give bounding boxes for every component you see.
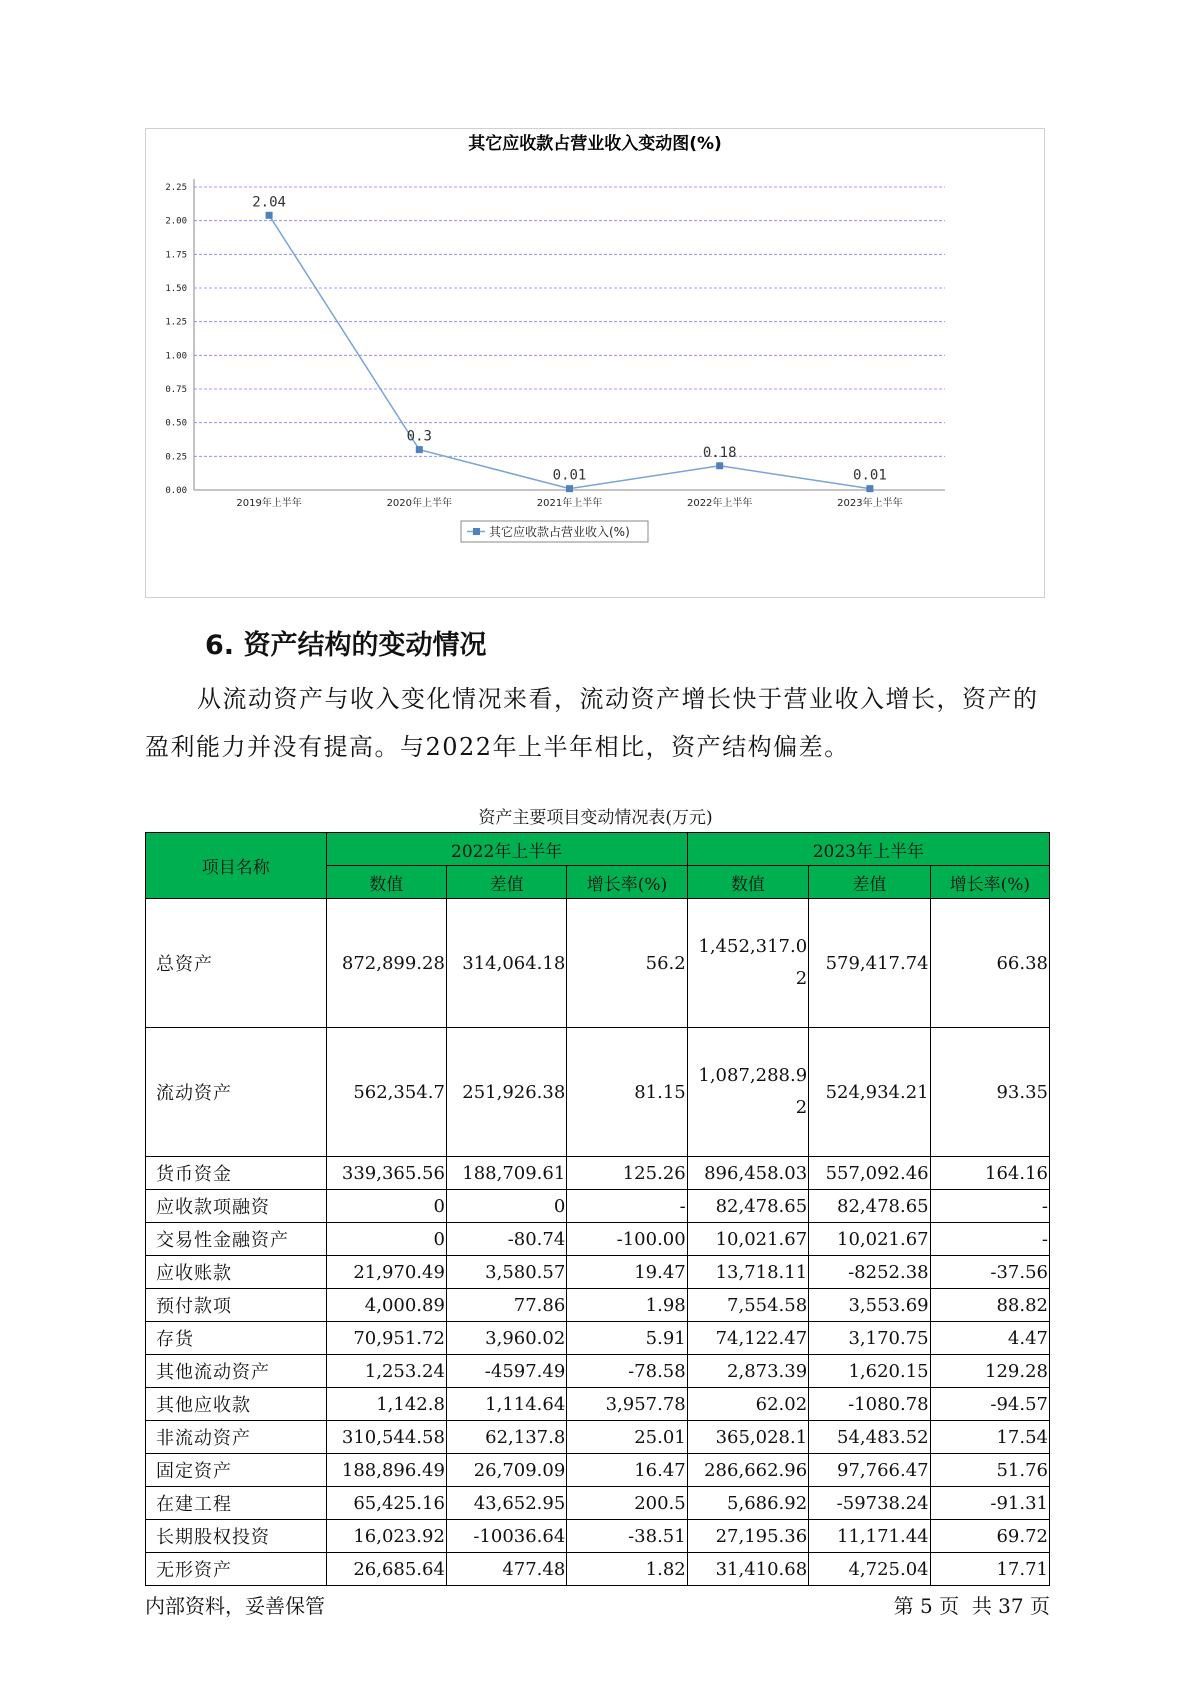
table-cell: 93.35 xyxy=(930,1028,1049,1157)
row-label: 应收账款 xyxy=(146,1256,327,1289)
table-cell: 62,137.8 xyxy=(446,1421,566,1454)
asset-change-table xyxy=(145,832,1050,1586)
x-tick-label: 2021年上半年 xyxy=(536,498,603,509)
table-row xyxy=(146,1190,1050,1223)
table-cell: 17.54 xyxy=(930,1421,1049,1454)
row-label: 存货 xyxy=(146,1322,327,1355)
table-row xyxy=(146,1487,1050,1520)
section-heading: 6. 资产结构的变动情况 xyxy=(205,630,487,661)
table-row xyxy=(146,1520,1050,1553)
row-label: 总资产 xyxy=(146,899,327,1028)
data-label: 0.3 xyxy=(406,428,432,445)
table-cell: 11,171.44 xyxy=(809,1520,930,1553)
data-point-marker xyxy=(716,462,723,469)
table-cell: 16.47 xyxy=(567,1454,687,1487)
table-cell: 17.71 xyxy=(930,1553,1049,1586)
data-point-marker xyxy=(866,485,873,492)
table-cell: 81.15 xyxy=(567,1028,687,1157)
table-cell: 164.16 xyxy=(930,1157,1049,1190)
table-cell: -78.58 xyxy=(567,1355,687,1388)
row-label: 非流动资产 xyxy=(146,1421,327,1454)
table-cell: 286,662.96 xyxy=(687,1454,808,1487)
table-cell: 26,685.64 xyxy=(326,1553,446,1586)
table-cell: -10036.64 xyxy=(446,1520,566,1553)
row-label: 应收款项融资 xyxy=(146,1190,327,1223)
table-row xyxy=(146,1157,1050,1190)
section-paragraph: 从流动资产与收入变化情况来看，流动资产增长快于营业收入增长，资产的盈利能力并没有提高。与2022年上半年相比，资产结构偏差。 xyxy=(145,685,1039,761)
row-label: 货币资金 xyxy=(146,1157,327,1190)
table-row xyxy=(146,899,1050,1028)
data-label: 0.01 xyxy=(552,467,587,484)
table-row xyxy=(146,1553,1050,1586)
table-row xyxy=(146,1256,1050,1289)
header-value: 数值 xyxy=(326,866,446,899)
y-tick-label: 0.75 xyxy=(165,385,187,395)
table-cell: 188,709.61 xyxy=(446,1157,566,1190)
table-cell: 97,766.47 xyxy=(809,1454,930,1487)
table-cell: - xyxy=(930,1223,1049,1256)
table-cell: 562,354.7 xyxy=(326,1028,446,1157)
table-cell: 1.82 xyxy=(567,1553,687,1586)
table-cell: 1.98 xyxy=(567,1289,687,1322)
table-cell: 3,957.78 xyxy=(567,1388,687,1421)
data-label: 2.04 xyxy=(252,194,286,211)
table-cell: 125.26 xyxy=(567,1157,687,1190)
table-cell: 66.38 xyxy=(930,899,1049,1028)
y-tick-label: 0.50 xyxy=(165,418,187,429)
table-cell: 25.01 xyxy=(567,1421,687,1454)
y-tick-label: 2.25 xyxy=(165,183,187,193)
row-label: 预付款项 xyxy=(146,1289,327,1322)
table-cell: 19.47 xyxy=(567,1256,687,1289)
table-cell: 4.47 xyxy=(930,1322,1049,1355)
footer-page-number: 第 5 页 共 37 页 xyxy=(893,1594,1050,1618)
header-period-2022: 2022年上半年 xyxy=(326,833,687,866)
table-cell: 65,425.16 xyxy=(326,1487,446,1520)
table-cell: 5,686.92 xyxy=(687,1487,808,1520)
table-body xyxy=(146,899,1050,1586)
table-cell: 1,087,288.92 xyxy=(687,1028,808,1157)
x-tick-label: 2019年上半年 xyxy=(236,498,302,509)
table-row xyxy=(146,1388,1050,1421)
x-tick-label: 2020年上半年 xyxy=(386,498,453,509)
table-cell: 43,652.95 xyxy=(446,1487,566,1520)
header-diff: 差值 xyxy=(809,866,930,899)
table-row xyxy=(146,1289,1050,1322)
table-row xyxy=(146,1454,1050,1487)
data-label: 0.01 xyxy=(853,467,887,484)
table-cell: -91.31 xyxy=(930,1487,1049,1520)
table-cell: 5.91 xyxy=(567,1322,687,1355)
table-cell: 62.02 xyxy=(687,1388,808,1421)
row-label: 其他应收款 xyxy=(146,1388,327,1421)
data-point-marker xyxy=(416,446,423,453)
table-cell: 88.82 xyxy=(930,1289,1049,1322)
table-cell: 557,092.46 xyxy=(809,1157,930,1190)
table-cell: 579,417.74 xyxy=(809,899,930,1028)
table-cell: 477.48 xyxy=(446,1553,566,1586)
table-cell: 314,064.18 xyxy=(446,899,566,1028)
table-cell: 3,553.69 xyxy=(809,1289,930,1322)
table-cell: 1,114.64 xyxy=(446,1388,566,1421)
table-cell: -80.74 xyxy=(446,1223,566,1256)
y-tick-label: 1.50 xyxy=(165,284,187,294)
table-cell: 0 xyxy=(326,1190,446,1223)
line-chart xyxy=(145,128,1045,598)
chart-title: 其它应收款占营业收入变动图(%) xyxy=(468,134,722,154)
table-cell: 51.76 xyxy=(930,1454,1049,1487)
table-cell: -100.00 xyxy=(567,1223,687,1256)
row-label: 流动资产 xyxy=(146,1028,327,1157)
x-tick-label: 2022年上半年 xyxy=(686,498,753,509)
table-cell: -1080.78 xyxy=(809,1388,930,1421)
y-tick-label: 1.25 xyxy=(165,317,187,328)
table-cell: -37.56 xyxy=(930,1256,1049,1289)
table-cell: 0 xyxy=(326,1223,446,1256)
table-cell: 4,725.04 xyxy=(809,1553,930,1586)
data-point-marker xyxy=(266,212,273,219)
x-tick-label: 2023年上半年 xyxy=(837,498,903,509)
table-cell: 26,709.09 xyxy=(446,1454,566,1487)
table-caption: 资产主要项目变动情况表(万元) xyxy=(478,808,713,828)
table-cell: -4597.49 xyxy=(446,1355,566,1388)
table-cell: 524,934.21 xyxy=(809,1028,930,1157)
header-period-2023: 2023年上半年 xyxy=(687,833,1049,866)
table-cell: 82,478.65 xyxy=(687,1190,808,1223)
y-tick-label: 1.75 xyxy=(165,250,187,261)
row-label: 长期股权投资 xyxy=(146,1520,327,1553)
table-cell: 0 xyxy=(446,1190,566,1223)
row-label: 无形资产 xyxy=(146,1553,327,1586)
table-cell: 365,028.1 xyxy=(687,1421,808,1454)
header-value: 数值 xyxy=(687,866,808,899)
table-cell: 31,410.68 xyxy=(687,1553,808,1586)
legend-marker-swatch xyxy=(473,528,480,535)
table-cell: 70,951.72 xyxy=(326,1322,446,1355)
table-cell: 129.28 xyxy=(930,1355,1049,1388)
table-cell: 21,970.49 xyxy=(326,1256,446,1289)
row-label: 固定资产 xyxy=(146,1454,327,1487)
row-label: 交易性金融资产 xyxy=(146,1223,327,1256)
table-row xyxy=(146,1322,1050,1355)
header-growth-rate: 增长率(%) xyxy=(567,866,687,899)
y-tick-label: 0.25 xyxy=(165,452,187,463)
table-row xyxy=(146,1028,1050,1157)
table-cell: 1,253.24 xyxy=(326,1355,446,1388)
row-label: 在建工程 xyxy=(146,1487,327,1520)
header-item-name: 项目名称 xyxy=(146,833,327,899)
table-cell: 2,873.39 xyxy=(687,1355,808,1388)
data-label: 0.18 xyxy=(702,444,737,461)
table-cell: 27,195.36 xyxy=(687,1520,808,1553)
chart-legend xyxy=(461,521,648,542)
table-cell: 10,021.67 xyxy=(687,1223,808,1256)
table-cell: -8252.38 xyxy=(809,1256,930,1289)
table-cell: 3,170.75 xyxy=(809,1322,930,1355)
data-point-marker xyxy=(566,485,573,492)
table-cell: 54,483.52 xyxy=(809,1421,930,1454)
table-cell: 74,122.47 xyxy=(687,1322,808,1355)
y-tick-label: 2.00 xyxy=(165,216,187,227)
row-label: 其他流动资产 xyxy=(146,1355,327,1388)
table-cell: 16,023.92 xyxy=(326,1520,446,1553)
table-cell: 188,896.49 xyxy=(326,1454,446,1487)
table-cell: -59738.24 xyxy=(809,1487,930,1520)
y-tick-label: 0.00 xyxy=(165,486,187,496)
table-cell: 1,142.8 xyxy=(326,1388,446,1421)
table-row xyxy=(146,1223,1050,1256)
table-cell: -94.57 xyxy=(930,1388,1049,1421)
table-cell: 3,960.02 xyxy=(446,1322,566,1355)
table-cell: 872,899.28 xyxy=(326,899,446,1028)
table-cell: 339,365.56 xyxy=(326,1157,446,1190)
table-cell: 82,478.65 xyxy=(809,1190,930,1223)
table-cell: -38.51 xyxy=(567,1520,687,1553)
table-cell: - xyxy=(930,1190,1049,1223)
table-cell: 251,926.38 xyxy=(446,1028,566,1157)
table-cell: 10,021.67 xyxy=(809,1223,930,1256)
table-cell: 200.5 xyxy=(567,1487,687,1520)
table-cell: 1,620.15 xyxy=(809,1355,930,1388)
table-cell: 1,452,317.02 xyxy=(687,899,808,1028)
header-growth-rate: 增长率(%) xyxy=(930,866,1049,899)
table-cell: 7,554.58 xyxy=(687,1289,808,1322)
legend-label: 其它应收款占营业收入(%) xyxy=(489,525,630,539)
table-cell: 56.2 xyxy=(567,899,687,1028)
table-cell: 4,000.89 xyxy=(326,1289,446,1322)
table-cell: - xyxy=(567,1190,687,1223)
table-cell: 69.72 xyxy=(930,1520,1049,1553)
table-cell: 310,544.58 xyxy=(326,1421,446,1454)
table-cell: 77.86 xyxy=(446,1289,566,1322)
table-cell: 13,718.11 xyxy=(687,1256,808,1289)
table-cell: 3,580.57 xyxy=(446,1256,566,1289)
y-tick-label: 1.00 xyxy=(165,351,187,362)
table-cell: 896,458.03 xyxy=(687,1157,808,1190)
table-row xyxy=(146,1421,1050,1454)
header-diff: 差值 xyxy=(446,866,566,899)
chart-svg xyxy=(145,128,1045,598)
footer-confidential-note: 内部资料，妥善保管 xyxy=(145,1594,325,1618)
table-row xyxy=(146,1355,1050,1388)
